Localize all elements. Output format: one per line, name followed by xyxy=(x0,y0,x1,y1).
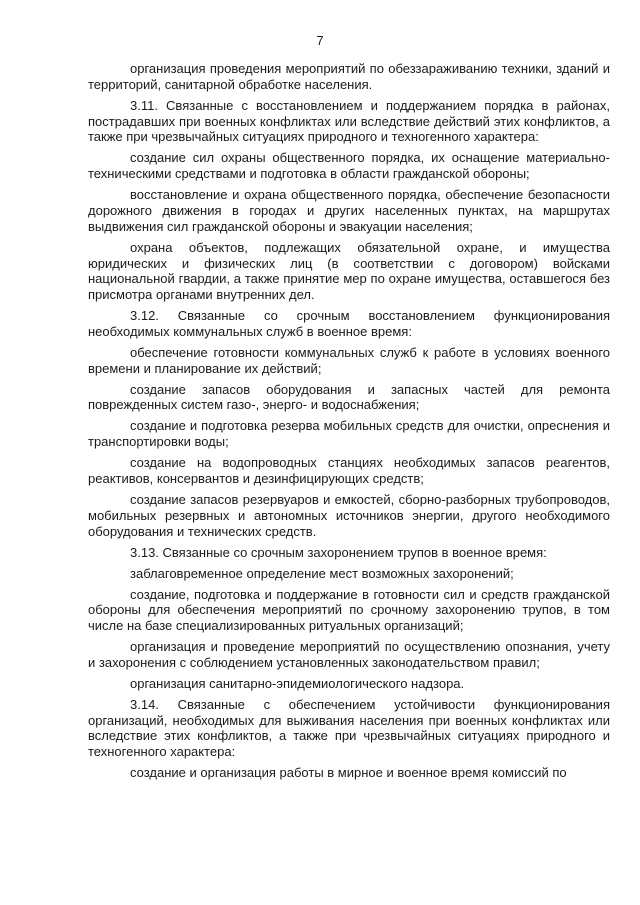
paragraph: создание и подготовка резерва мобильных средств для очистки, опреснения и транспортировки воды; xyxy=(88,418,610,450)
paragraph: создание и организация работы в мирное и военное время комиссий по xyxy=(130,765,567,781)
section-heading-3-11: 3.11. Связанные с восстановлением и поддержанием порядка в районах, пострадавших при военных конфликтах или вследствие действий этих конфликтов, а также при чрезвычайных ситуациях природного и техногенного характера: xyxy=(88,97,610,145)
paragraph: создание запасов резервуаров и емкостей, сборно-разборных трубопроводов, мобильных резервных и автономных источников энергии, другого необходимого оборудования и технических средств. xyxy=(88,492,610,539)
paragraph: заблаговременное определение мест возможных захоронений; xyxy=(130,565,514,581)
section-heading-3-12: 3.12. Связанные со срочным восстановлением функционирования необходимых коммунальных служб в военное время: xyxy=(88,308,610,339)
paragraph: создание на водопроводных станциях необходимых запасов реагентов, реактивов, консервантов и дезинфицирующих средств; xyxy=(88,455,610,487)
paragraph: восстановление и охрана общественного порядка, обеспечение безопасности дорожного движения в городах и других населенных пунктах, на маршрутах выдвижения сил гражданской обороны и эвакуации населения; xyxy=(88,187,610,234)
paragraph: организация проведения мероприятий по обеззараживанию техники, зданий и территорий, санитарной обработке населения. xyxy=(88,61,610,92)
document-body xyxy=(88,61,610,786)
paragraph: охрана объектов, подлежащих обязательной охране, и имущества юридических и физических лиц (в соответствии с договором) войсками национальной гвардии, а также принятие мер по охране имущества, оставшегося без присмотра органами внутренних дел. xyxy=(88,239,610,303)
paragraph: создание, подготовка и поддержание в готовности сил и средств гражданской обороны для обеспечения мероприятий по срочному захоронению трупов, в том числе на базе специализированных ритуальных организаций; xyxy=(88,586,610,634)
section-heading-3-13: 3.13. Связанные со срочным захоронением трупов в военное время: xyxy=(130,544,547,560)
paragraph: создание сил охраны общественного порядка, их оснащение материально-техническими средствами и подготовка в области гражданской обороны; xyxy=(88,150,610,182)
paragraph: организация санитарно-эпидемиологического надзора. xyxy=(130,675,465,691)
page-number: 7 xyxy=(316,33,324,48)
paragraph: организация и проведение мероприятий по осуществлению опознания, учету и захоронения с соблюдением установленных законодательством правил; xyxy=(88,639,610,670)
paragraph: создание запасов оборудования и запасных частей для ремонта поврежденных систем газо-, энерго- и водоснабжения; xyxy=(88,381,610,413)
paragraph: обеспечение готовности коммунальных служб к работе в условиях военного времени и планирование их действий; xyxy=(88,344,610,376)
section-heading-3-14: 3.14. Связанные с обеспечением устойчивости функционирования организаций, необходимых для выживания населения при военных конфликтах или вследствие этих конфликтов, а также при чрезвычайных ситуациях природного и техногенного характера: xyxy=(88,696,610,760)
